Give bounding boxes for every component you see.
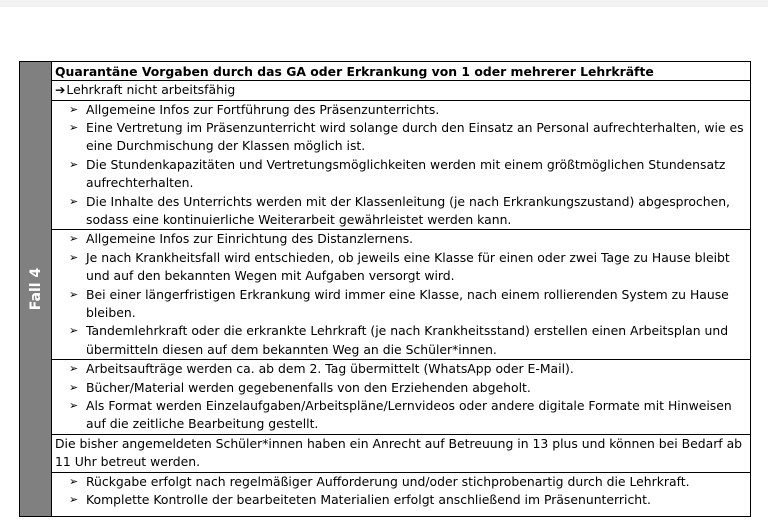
table-title: Quarantäne Vorgaben durch das GA oder Erkrankung von 1 oder mehrerer Lehrkräfte (52, 62, 750, 81)
section-betreuung: Die bisher angemeldeten Schüler*innen haben ein Anrecht auf Betreuung in 13 plus und können bei Bedarf ab 11 Uhr betreut werden. (52, 435, 750, 473)
bullet-icon: ➢ (69, 157, 79, 171)
bullet-icon: ➢ (69, 194, 79, 208)
list-item: ➢ Bei einer längerfristigen Erkrankung wird immer eine Klasse, nach einem rollierenden System zu Hause bleiben. (69, 286, 729, 320)
section-return (52, 473, 750, 510)
bullet-icon: ➢ (69, 380, 79, 394)
bullet-icon: ➢ (69, 474, 79, 488)
list-item: ➢ Die Stundenkapazitäten und Vertretungsmöglichkeiten werden mit einem größtmöglichen Stundensatz aufrechterhalten. (69, 156, 726, 191)
list-item: ➢ Tandemlehrkraft oder die erkrankte Lehrkraft (je nach Krankheitsstand) erstellen einen Arbeitsplan und übermitteln diesen auf dem bekannten Weg an die Schüler*innen. (69, 323, 729, 357)
section-distance (52, 230, 750, 360)
bullet-icon: ➢ (69, 324, 79, 338)
list-item: ➢ Bücher/Material werden gegebenenfalls von den Erziehenden abgeholt. (69, 379, 746, 397)
bullet-icon: ➢ (69, 362, 79, 376)
list-item: ➢ Als Format werden Einzelaufgaben/Arbeitspläne/Lernvideos oder andere digitale Formate mit Hinweisen auf die zeitliche Bearbeitung gestellt. (69, 398, 732, 432)
subheading (52, 81, 750, 101)
section-presence (52, 101, 750, 231)
content-column (52, 62, 750, 516)
bullet-icon: ➢ (69, 287, 79, 301)
list-item: ➢ Allgemeine Infos zur Einrichtung des Distanzlernens. (69, 230, 746, 248)
list-item: ➢ Je nach Krankheitsfall wird entschieden, ob jeweils eine Klasse für einen oder zwei Tage zu Hause bleibt und auf den bekannten Wegen mit Aufgaben versorgt wird. (69, 249, 730, 284)
list-item: ➢ Arbeitsaufträge werden ca. ab dem 2. Tag übermittelt (WhatsApp oder E-Mail). (69, 360, 746, 378)
bullet-icon: ➢ (69, 120, 79, 134)
side-label: Fall 4 (27, 267, 44, 311)
bullet-icon: ➢ (69, 232, 79, 246)
list-item: ➢ Allgemeine Infos zur Fortführung des Präsenzunterrichts. (69, 101, 746, 119)
top-bar (0, 0, 768, 7)
list-item: ➢ Rückgabe erfolgt nach regelmäßiger Aufforderung und/oder stichprobenartig durch die Lehrkraft. (69, 473, 746, 491)
side-column (20, 62, 52, 516)
section-assignments (52, 360, 750, 435)
bullet-icon: ➢ (69, 102, 79, 116)
list-item: ➢ Eine Vertretung im Präsenzunterricht wird solange durch den Einsatz an Personal aufrechterhalten, wie es eine Durchmischung der Klassen möglich ist. (69, 119, 744, 154)
bullet-icon: ➢ (69, 493, 79, 507)
subheading-text: Lehrkraft nicht arbeitsfähig (66, 82, 236, 97)
bullet-icon: ➢ (69, 399, 79, 412)
case-table (19, 61, 751, 517)
list-item: ➢ Die Inhalte des Unterrichts werden mit der Klassenleitung (je nach Erkrankungszustand) abgesprochen, sodass eine kontinuierliche Weiterarbeit gewährleistet werden kann. (69, 193, 730, 227)
arrow-icon: ➔ (55, 82, 66, 97)
list-item: ➢ Komplette Kontrolle der bearbeiteten Materialien erfolgt anschließend im Präsenunterricht. (69, 491, 746, 509)
bullet-icon: ➢ (69, 250, 79, 264)
